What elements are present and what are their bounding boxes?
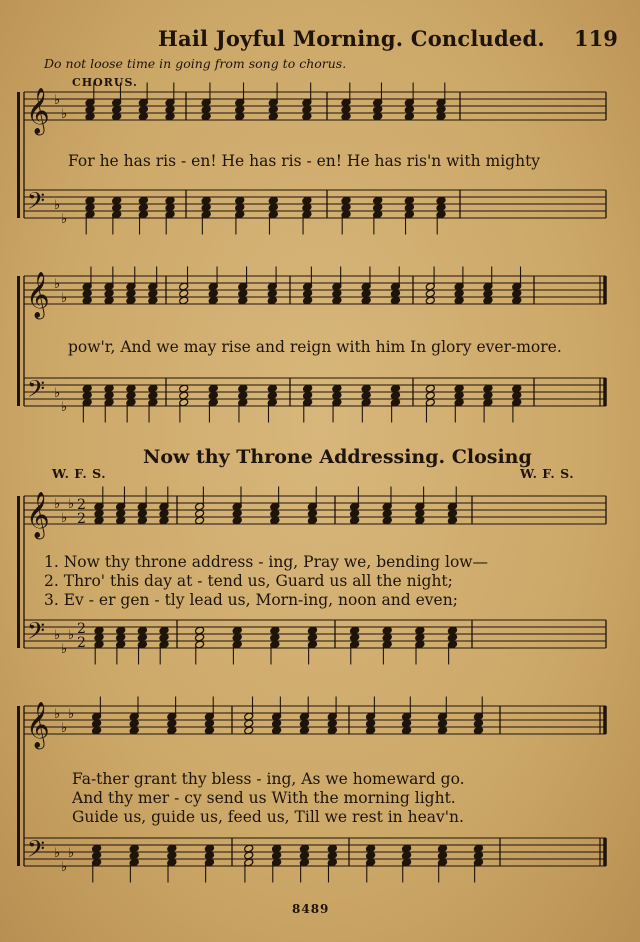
flat-sign: ♭ [54, 497, 61, 512]
bass-clef: 𝄢 [27, 835, 46, 868]
treble-clef: 𝄞 [26, 88, 50, 134]
plate-number: 8489 [292, 902, 330, 916]
system-brace [17, 496, 20, 648]
verse-2-part-2: And thy mer - cy send us With the morning light. [72, 789, 456, 807]
flat-sign: ♭ [61, 860, 68, 875]
treble-clef: 𝄞 [26, 272, 50, 318]
hymn2-title: Now thy Throne Addressing. Closing [143, 446, 532, 468]
flat-sign: ♭ [68, 628, 75, 643]
system-brace [17, 706, 20, 866]
flat-sign: ♭ [54, 386, 61, 401]
treble-clef: 𝄞 [26, 492, 50, 538]
bass-clef: 𝄢 [27, 617, 46, 650]
flat-sign: ♭ [68, 497, 75, 512]
bass-clef: 𝄢 [27, 375, 46, 408]
verse-1-part-2: Fa-ther grant thy bless - ing, As we homeward go. [72, 770, 465, 788]
time-signature: 2 [77, 621, 86, 637]
flat-sign: ♭ [54, 628, 61, 643]
flat-sign: ♭ [61, 212, 68, 227]
time-signature: 2 [77, 511, 86, 527]
system-brace [17, 92, 20, 218]
time-signature: 2 [77, 497, 86, 513]
flat-sign: ♭ [61, 511, 68, 526]
chorus-label: CHORUS. [72, 76, 138, 89]
composer-credit-left: W. F. S. [52, 466, 107, 481]
flat-sign: ♭ [61, 291, 68, 306]
flat-sign: ♭ [54, 277, 61, 292]
flat-sign: ♭ [54, 707, 61, 722]
flat-sign: ♭ [68, 707, 75, 722]
flat-sign: ♭ [61, 642, 68, 657]
flat-sign: ♭ [54, 93, 61, 108]
composer-credit-right: W. F. S. [520, 466, 575, 481]
flat-sign: ♭ [61, 107, 68, 122]
flat-sign: ♭ [54, 846, 61, 861]
flat-sign: ♭ [61, 400, 68, 415]
time-signature: 2 [77, 635, 86, 651]
verse-3-part-2: Guide us, guide us, feed us, Till we rest in heav'n. [72, 808, 464, 826]
page-number: 119 [574, 26, 618, 51]
verse-3-part-1: 3. Ev - er gen - tly lead us, Morn-ing, noon and even; [44, 591, 458, 609]
bass-clef: 𝄢 [27, 187, 46, 220]
hymn1-lyric-line-1: For he has ris - en! He has ris - en! He has ris'n with mighty [68, 152, 541, 170]
verse-2-part-1: 2. Thro' this day at - tend us, Guard us all the night; [44, 572, 453, 590]
flat-sign: ♭ [68, 846, 75, 861]
flat-sign: ♭ [61, 721, 68, 736]
verse-1-part-1: 1. Now thy throne address - ing, Pray we, bending low— [44, 553, 489, 571]
hymn1-lyric-line-2: pow'r, And we may rise and reign with him In glory ever-more. [68, 338, 562, 356]
performance-instruction: Do not loose time in going from song to chorus. [44, 56, 347, 71]
flat-sign: ♭ [54, 198, 61, 213]
system-brace [17, 276, 20, 406]
page-title: Hail Joyful Morning. Concluded. [158, 26, 545, 51]
treble-clef: 𝄞 [26, 702, 50, 748]
